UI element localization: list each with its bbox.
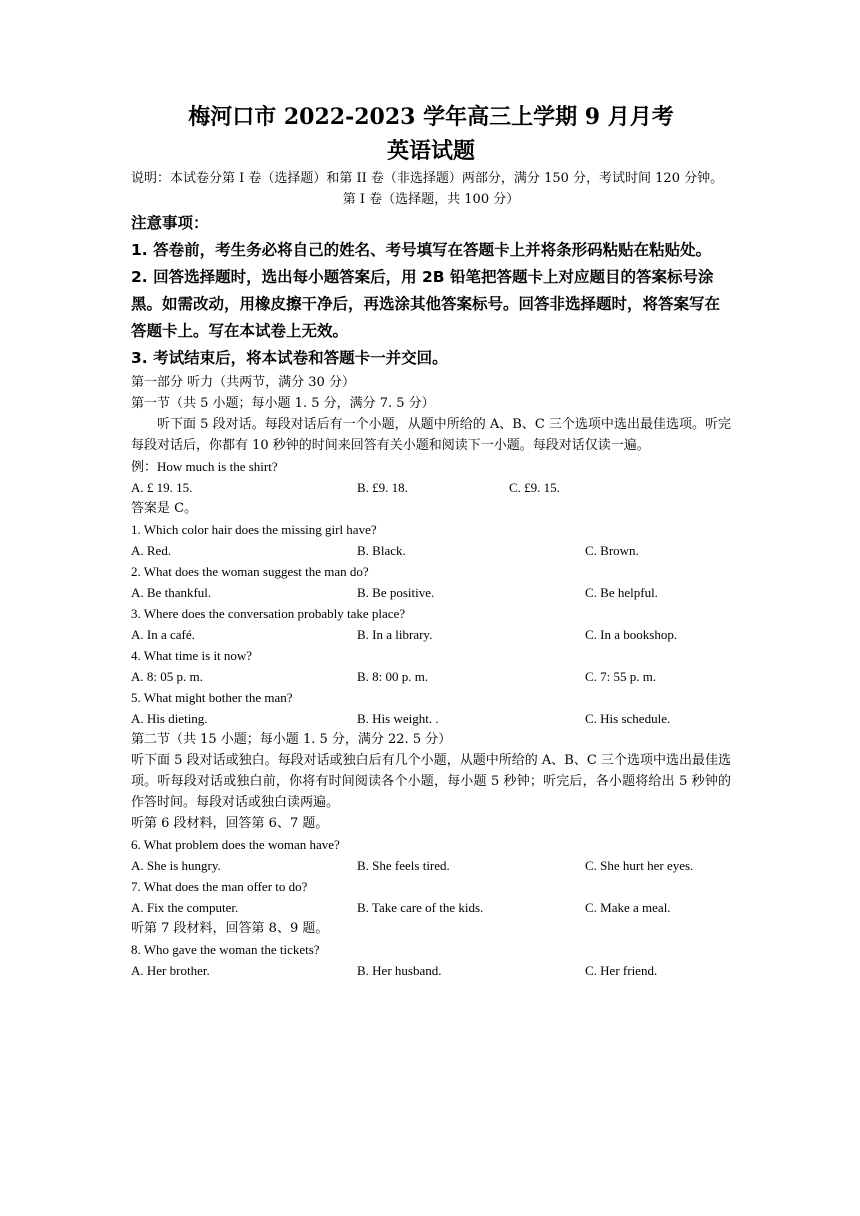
option-b: B. Her husband. [357, 963, 442, 978]
question-text: 8. Who gave the woman the tickets? [131, 942, 320, 957]
option-a: A. Red. [131, 543, 172, 558]
note-1: 1. 答卷前，考生务必将自己的姓名、考号填写在答题卡上并将条形码粘贴在粘贴处。 [131, 241, 712, 259]
sec2-desc: 听下面 5 段对话或独白。每段对话或独白后有几个小题，从题中所给的 A、B、C 三个选项中选出最佳选项。听每段对话或独白前，你将有时间阅读各个小题，每小题 5 秒钟；听完后，各小题将给出 5 秒钟的作答时间。每段对话或独白读两遍。 [131, 753, 731, 810]
option-a: A. Fix the computer. [131, 900, 239, 915]
question-text: 7. What does the man offer to do? [131, 879, 308, 894]
exam-page [131, 100, 731, 981]
questions-part-b [131, 834, 731, 918]
option-b: B. His weight. . [357, 711, 439, 726]
option-b: B. She feels tired. [357, 858, 450, 873]
question-options [131, 624, 731, 645]
option-b: B. 8: 00 p. m. [357, 669, 429, 684]
option-a: A. Be thankful. [131, 585, 212, 600]
option-a: A. 8: 05 p. m. [131, 669, 203, 684]
option-c: C. Her friend. [585, 963, 658, 978]
questions-part-c [131, 939, 731, 981]
question-options [131, 540, 731, 561]
sec1-desc: 听下面 5 段对话。每段对话后有一个小题，从题中所给的 A、B、C 三个选项中选出最佳选项。听完每段对话后，你都有 10 秒钟的时间来回答有关小题和阅读下一小题。每段对话仅读一遍。 [131, 417, 731, 453]
note-2: 2. 回答选择题时，选出每小题答案后，用 2B 铅笔把答题卡上对应题目的答案标号涂黑。如需改动，用橡皮擦干净后，再选涂其他答案标号。回答非选择题时，将答案写在答题卡上。写在本试卷上无效。 [131, 268, 721, 340]
question-text: 5. What might bother the man? [131, 690, 293, 705]
question-options [131, 666, 731, 687]
example-question: 例：How much is the shirt? [131, 459, 278, 474]
note-3: 3. 考试结束后，将本试卷和答题卡一并交回。 [131, 349, 448, 367]
option-b: B. Take care of the kids. [357, 900, 484, 915]
question-options [131, 855, 731, 876]
question-text: 2. What does the woman suggest the man do? [131, 564, 369, 579]
part1-header: 第一部分 听力（共两节，满分 30 分） [131, 375, 355, 390]
material6-instruction: 听第 6 段材料，回答第 6、7 题。 [131, 816, 329, 831]
exam-subtitle: 英语试题 [386, 138, 475, 164]
option-b: B. Be positive. [357, 585, 435, 600]
option-c: C. Be helpful. [585, 585, 658, 600]
option-c: C. £9. 15. [509, 480, 560, 495]
instructions: 说明：本试卷分第 I 卷（选择题）和第 II 卷（非选择题）两部分，满分 150 分，考试时间 120 分钟。 [131, 171, 724, 186]
option-c: C. 7: 55 p. m. [585, 669, 657, 684]
material7-instruction: 听第 7 段材料，回答第 8、9 题。 [131, 921, 329, 936]
option-c: C. Make a meal. [585, 900, 671, 915]
question-options [131, 960, 731, 981]
questions-part-a [131, 519, 731, 729]
option-b: B. £9. 18. [357, 480, 408, 495]
option-a: A. £ 19. 15. [131, 480, 193, 495]
option-a: A. Her brother. [131, 963, 210, 978]
exam-title: 梅河口市 2022-2023 学年高三上学期 9 月月考 [188, 104, 674, 130]
option-a: A. In a café. [131, 627, 195, 642]
question-options [131, 708, 731, 729]
option-c: C. His schedule. [585, 711, 671, 726]
option-c: C. In a bookshop. [585, 627, 678, 642]
option-b: B. Black. [357, 543, 406, 558]
example-options [131, 477, 731, 498]
option-c: C. Brown. [585, 543, 639, 558]
sec1-header: 第一节（共 5 小题；每小题 1. 5 分，满分 7. 5 分） [131, 396, 435, 411]
example-answer: 答案是 C。 [131, 501, 198, 516]
option-b: B. In a library. [357, 627, 433, 642]
question-text: 6. What problem does the woman have? [131, 837, 340, 852]
notes-title: 注意事项： [131, 214, 209, 232]
question-text: 3. Where does the conversation probably take place? [131, 606, 406, 621]
sec2-header: 第二节（共 15 小题；每小题 1. 5 分，满分 22. 5 分） [131, 732, 452, 747]
question-text: 1. Which color hair does the missing girl have? [131, 522, 377, 537]
question-options [131, 897, 731, 918]
section1-header: 第 I 卷（选择题，共 100 分） [342, 192, 520, 207]
question-options [131, 582, 731, 603]
option-a: A. She is hungry. [131, 858, 221, 873]
option-c: C. She hurt her eyes. [585, 858, 694, 873]
option-a: A. His dieting. [131, 711, 208, 726]
question-text: 4. What time is it now? [131, 648, 253, 663]
